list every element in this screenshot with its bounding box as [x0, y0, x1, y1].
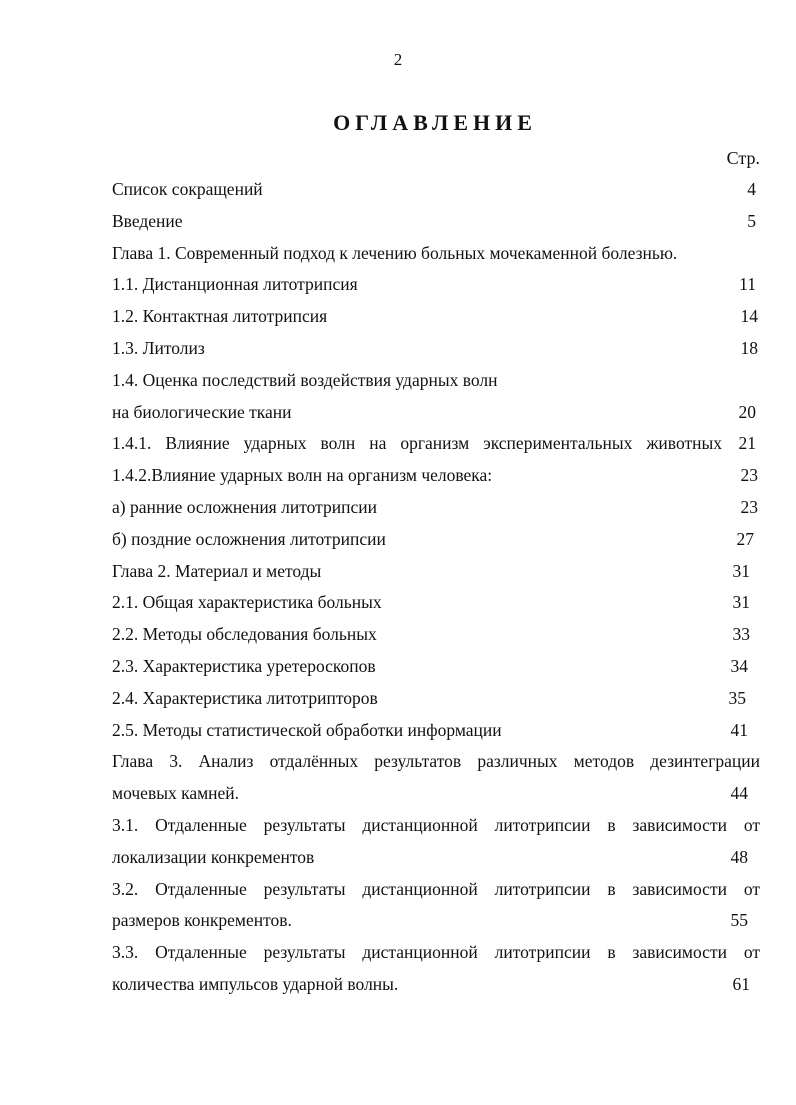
toc-entry-page: 34 [730, 655, 748, 676]
toc-entry [112, 778, 762, 810]
toc-entry-page: 11 [739, 274, 756, 295]
toc-entry [112, 238, 762, 270]
toc-entry-label: Глава 1. Современный подход к лечению больных мочекаменной болезнью. [112, 242, 678, 263]
toc-entry-page: 21 [738, 433, 756, 454]
toc-entry-page: 27 [736, 528, 754, 549]
toc-entry-label: количества импульсов ударной волны. [112, 973, 399, 994]
toc-entry-label: 3.2. Отдаленные результаты дистанционной литотрипсии в зависимости от [112, 878, 760, 899]
toc-entry-label: 2.2. Методы обследования больных [112, 624, 377, 645]
toc-entry-page: 31 [732, 560, 750, 581]
toc-entry-label: 2.1. Общая характеристика больных [112, 592, 382, 613]
toc-entry-label: 1.4.2.Влияние ударных волн на организм человека: [112, 465, 493, 486]
toc-entry [112, 524, 762, 556]
toc-entry [112, 365, 762, 397]
toc-entry-label: на биологические ткани [112, 401, 292, 422]
toc-entry [112, 397, 762, 429]
toc-entry-page: 23 [740, 496, 758, 517]
toc-entry [112, 428, 762, 460]
toc-entry-label: локализации конкрементов [112, 846, 315, 867]
toc-entry [112, 842, 762, 874]
toc-entry-page: 61 [732, 973, 750, 994]
toc-entry-page: 44 [730, 783, 748, 804]
toc-entry [112, 619, 762, 651]
toc-entry [112, 556, 762, 588]
toc-entry-label: 3.3. Отдаленные результаты дистанционной литотрипсии в зависимости от [112, 942, 760, 963]
toc-entry-page: 5 [747, 210, 756, 231]
toc-entry-label: 1.4. Оценка последствий воздействия ударных волн [112, 369, 498, 390]
table-of-contents [112, 174, 762, 1001]
toc-entry-page: 23 [740, 465, 758, 486]
toc-entry-label: 1.2. Контактная литотрипсия [112, 306, 328, 327]
toc-entry [112, 492, 762, 524]
toc-entry-label: б) поздние осложнения литотрипсии [112, 528, 386, 549]
toc-entry-page: 55 [730, 910, 748, 931]
toc-entry-label: 2.4. Характеристика литотрипторов [112, 687, 378, 708]
toc-entry-page: 4 [747, 179, 756, 199]
toc-entry-label: Глава 2. Материал и методы [112, 560, 322, 581]
toc-entry [112, 969, 762, 1001]
toc-entry [112, 651, 762, 683]
toc-entry-label: Глава 3. Анализ отдалённых результатов различных методов дезинтеграции [112, 751, 760, 772]
toc-entry [112, 874, 762, 906]
toc-entry-page: 14 [740, 306, 758, 327]
toc-entry-label: 1.4.1. Влияние ударных волн на организм экспериментальных животных [112, 433, 722, 454]
toc-entry [112, 715, 762, 747]
toc-entry-label: а) ранние осложнения литотрипсии [112, 496, 377, 517]
toc-entry [112, 810, 762, 842]
toc-entry-page: 48 [730, 846, 748, 867]
toc-entry [112, 333, 762, 365]
toc-entry-page: 18 [740, 337, 758, 358]
toc-entry-page: 35 [728, 687, 746, 708]
toc-entry [112, 587, 762, 619]
toc-entry-label: 2.3. Характеристика уретероскопов [112, 655, 376, 676]
toc-entry-label: 2.5. Методы статистической обработки информации [112, 719, 502, 740]
toc-entry [112, 206, 762, 238]
toc-entry-label: размеров конкрементов. [112, 910, 292, 931]
toc-entry-label: Список сокращений [112, 179, 263, 199]
toc-entry [112, 746, 762, 778]
toc-entry [112, 683, 762, 715]
toc-entry-page: 41 [730, 719, 748, 740]
toc-entry [112, 301, 762, 333]
toc-entry-label: Введение [112, 210, 183, 231]
toc-entry [112, 174, 762, 206]
toc-entry-label: 1.1. Дистанционная литотрипсия [112, 274, 358, 295]
toc-entry-label: мочевых камней. [112, 783, 240, 804]
page-title: ОГЛАВЛЕНИЕ [333, 110, 537, 135]
toc-entry-page: 33 [732, 624, 750, 645]
toc-entry-page: 20 [738, 401, 756, 422]
toc-entry [112, 905, 762, 937]
toc-entry-page: 31 [732, 592, 750, 613]
page-number: 2 [393, 50, 403, 69]
toc-entry [112, 460, 762, 492]
page-column-header: Стр. [726, 148, 760, 168]
toc-entry-label: 1.3. Литолиз [112, 337, 205, 358]
toc-entry [112, 269, 762, 301]
toc-entry [112, 937, 762, 969]
toc-entry-label: 3.1. Отдаленные результаты дистанционной литотрипсии в зависимости от [112, 814, 760, 835]
